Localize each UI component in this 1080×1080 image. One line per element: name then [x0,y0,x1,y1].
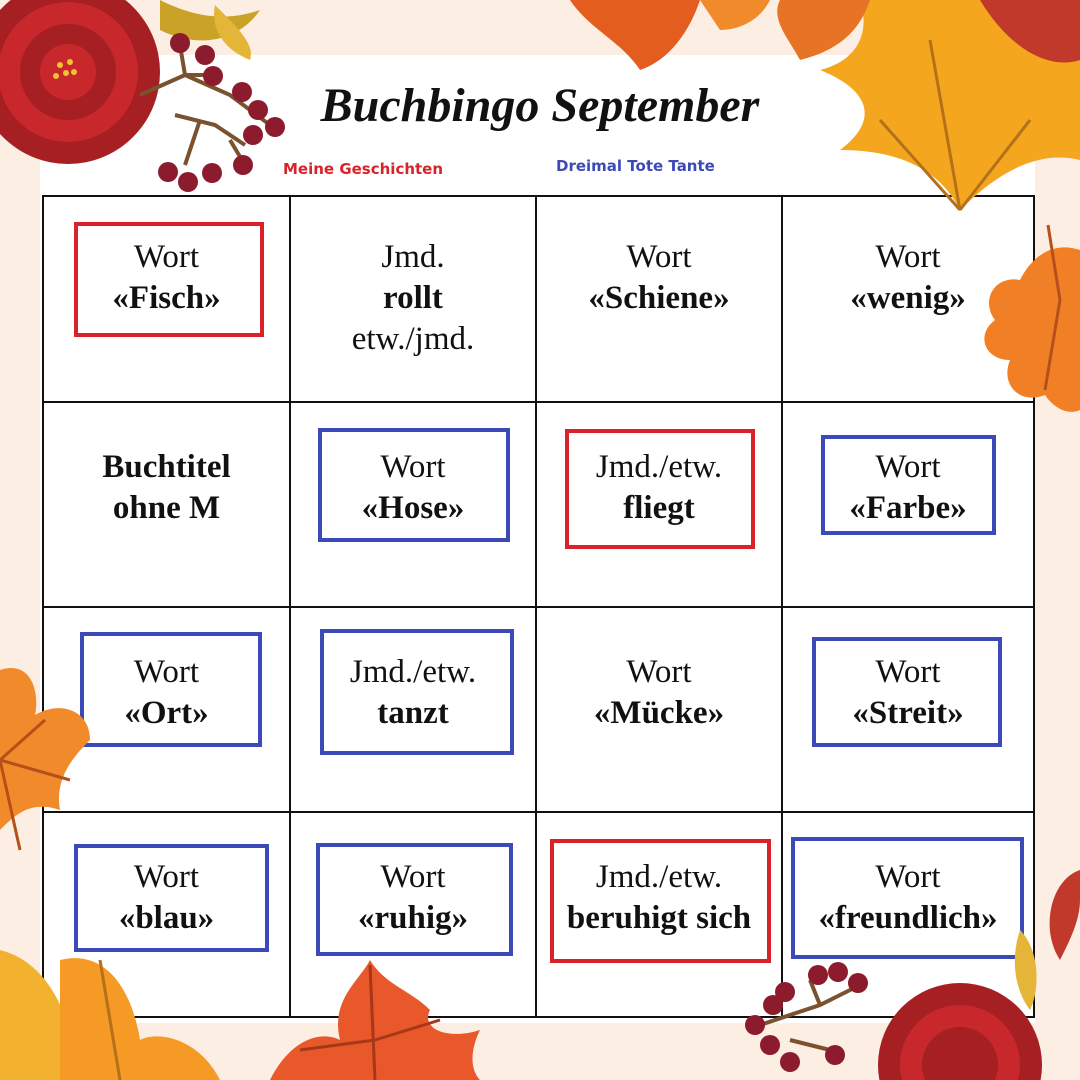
legend-meine-geschichten: Meine Geschichten [283,160,444,178]
bingo-cell[interactable] [44,403,291,608]
bingo-cell[interactable] [291,197,537,403]
legend-dreimal-tote-tante: Dreimal Tote Tante [556,157,715,175]
leaf-icon [160,0,260,60]
cell-line2: rollt [383,280,443,316]
cell-line2: fliegt [623,490,695,526]
cell-line1: Jmd. [381,239,445,275]
cell-line1: Wort [380,449,446,485]
bingo-cell[interactable] [783,403,1033,608]
bingo-cell[interactable] [291,403,537,608]
cell-line2: tanzt [377,695,449,731]
cell-line2: «Streit» [852,695,964,731]
bingo-cell[interactable] [537,403,783,608]
bingo-grid [42,195,1035,1018]
cell-line1: Jmd./etw. [349,654,477,690]
cell-line2: «blau» [118,900,215,936]
cell-line2: «Schiene» [588,280,730,316]
bingo-cell[interactable] [44,197,291,403]
bingo-cell[interactable] [537,197,783,403]
cell-line1: Wort [875,654,941,690]
cell-line1: Wort [875,449,941,485]
bingo-cell[interactable] [44,813,291,1016]
cell-line2: ohne M [112,490,221,526]
cell-line1: Buchtitel [102,449,231,485]
cell-line1: Wort [875,239,941,275]
cell-line2: «Fisch» [112,280,221,316]
cell-line1: Wort [875,859,941,895]
cell-line1: Wort [626,654,692,690]
bingo-cell[interactable] [783,813,1033,1016]
cell-line2: beruhigt sich [566,900,752,936]
cell-line1: Wort [380,859,446,895]
bingo-cell[interactable] [291,608,537,813]
cell-line1: Wort [626,239,692,275]
bingo-cell[interactable] [783,608,1033,813]
cell-line2: «Ort» [124,695,209,731]
cell-line2: «freundlich» [818,900,998,936]
cell-line2: «Hose» [361,490,465,526]
bingo-cell[interactable] [44,608,291,813]
cell-line1: Wort [133,654,200,690]
bingo-cell[interactable] [783,197,1033,403]
cell-line2: «Farbe» [849,490,967,526]
cell-line1: Jmd./etw. [595,859,723,895]
bingo-cell[interactable] [537,608,783,813]
cell-line2: «Mücke» [593,695,725,731]
cell-line1: Wort [133,239,200,275]
cell-line1: Wort [133,859,200,895]
cell-line2: «wenig» [850,280,966,316]
page-title: Buchbingo September [320,79,760,132]
bingo-cell[interactable] [537,813,783,1016]
bingo-cell[interactable] [291,813,537,1016]
cell-line3: etw./jmd. [351,321,475,357]
cell-line2: «ruhig» [357,900,469,936]
cell-line1: Jmd./etw. [595,449,723,485]
